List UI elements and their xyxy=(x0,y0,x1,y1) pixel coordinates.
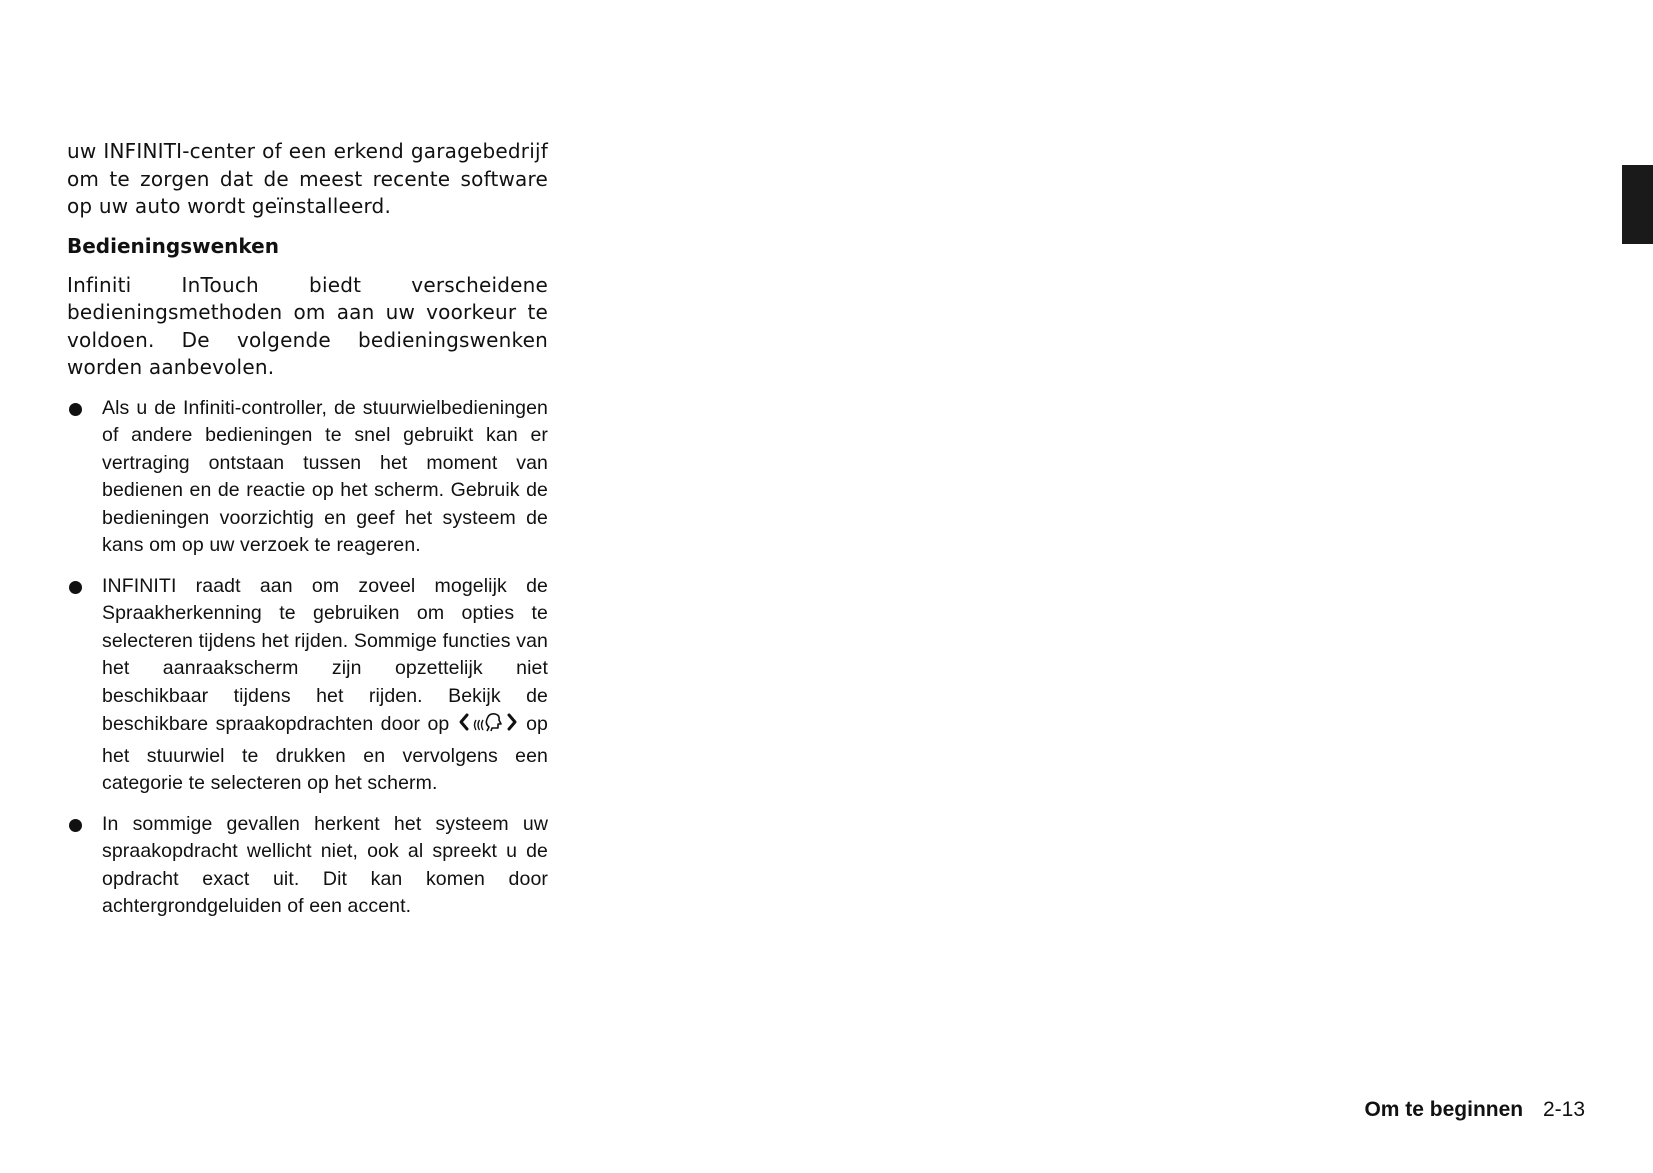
bullet-icon xyxy=(69,581,82,594)
section-heading: Bedieningswenken xyxy=(67,233,279,258)
list-item-text xyxy=(102,573,548,798)
bullet-icon xyxy=(69,403,82,416)
footer-section-title: Om te beginnen xyxy=(1364,1098,1524,1121)
body-paragraph: Infiniti InTouch biedt verscheidene bedieningsmethoden om aan uw voorkeur te voldoen. De volgende bedieningswenken worden aanbevolen. xyxy=(67,272,548,379)
tips-list xyxy=(67,395,548,921)
list-item xyxy=(67,573,548,798)
voice-command-icon xyxy=(459,710,517,743)
list-item-text-after: op het stuurwiel te drukken en vervolgens een categorie te selecteren op het scherm. xyxy=(102,713,548,794)
bullet-icon xyxy=(69,819,82,832)
list-item xyxy=(67,395,548,560)
chapter-tab-marker xyxy=(1622,165,1653,244)
list-item xyxy=(67,811,548,921)
list-item-text-before: INFINITI raadt aan om zoveel mogelijk de Spraakherkenning te gebruiken om opties te selecteren tijdens het rijden. Sommige functies van het aanraakscherm zijn opzettelijk niet beschikbaar tijdens het rijden. Bekijk de beschikbare spraakopdrachten door op xyxy=(102,574,548,735)
page-number: 2-13 xyxy=(1542,1098,1585,1121)
intro-paragraph: uw INFINITI-center of een erkend garagebedrijf om te zorgen dat de meest recente software op uw auto wordt geïnstalleerd. xyxy=(67,139,548,218)
list-item-text: In sommige gevallen herkent het systeem uw spraakopdracht wellicht niet, ook al spreekt u de opdracht exact uit. Dit kan komen door achtergrondgeluiden of een accent. xyxy=(102,812,548,917)
page-footer xyxy=(1364,1096,1585,1124)
list-item-text: Als u de Infiniti-controller, de stuurwielbedieningen of andere bedieningen te snel gebruikt kan er vertraging ontstaan tussen het moment van bedienen en de reactie op het scherm. Gebruik de bedieningen voorzichtig en geef het systeem de kans om op uw verzoek te reageren. xyxy=(102,396,548,556)
voice-command-icon-graphic xyxy=(459,710,517,734)
text-column xyxy=(67,138,548,934)
